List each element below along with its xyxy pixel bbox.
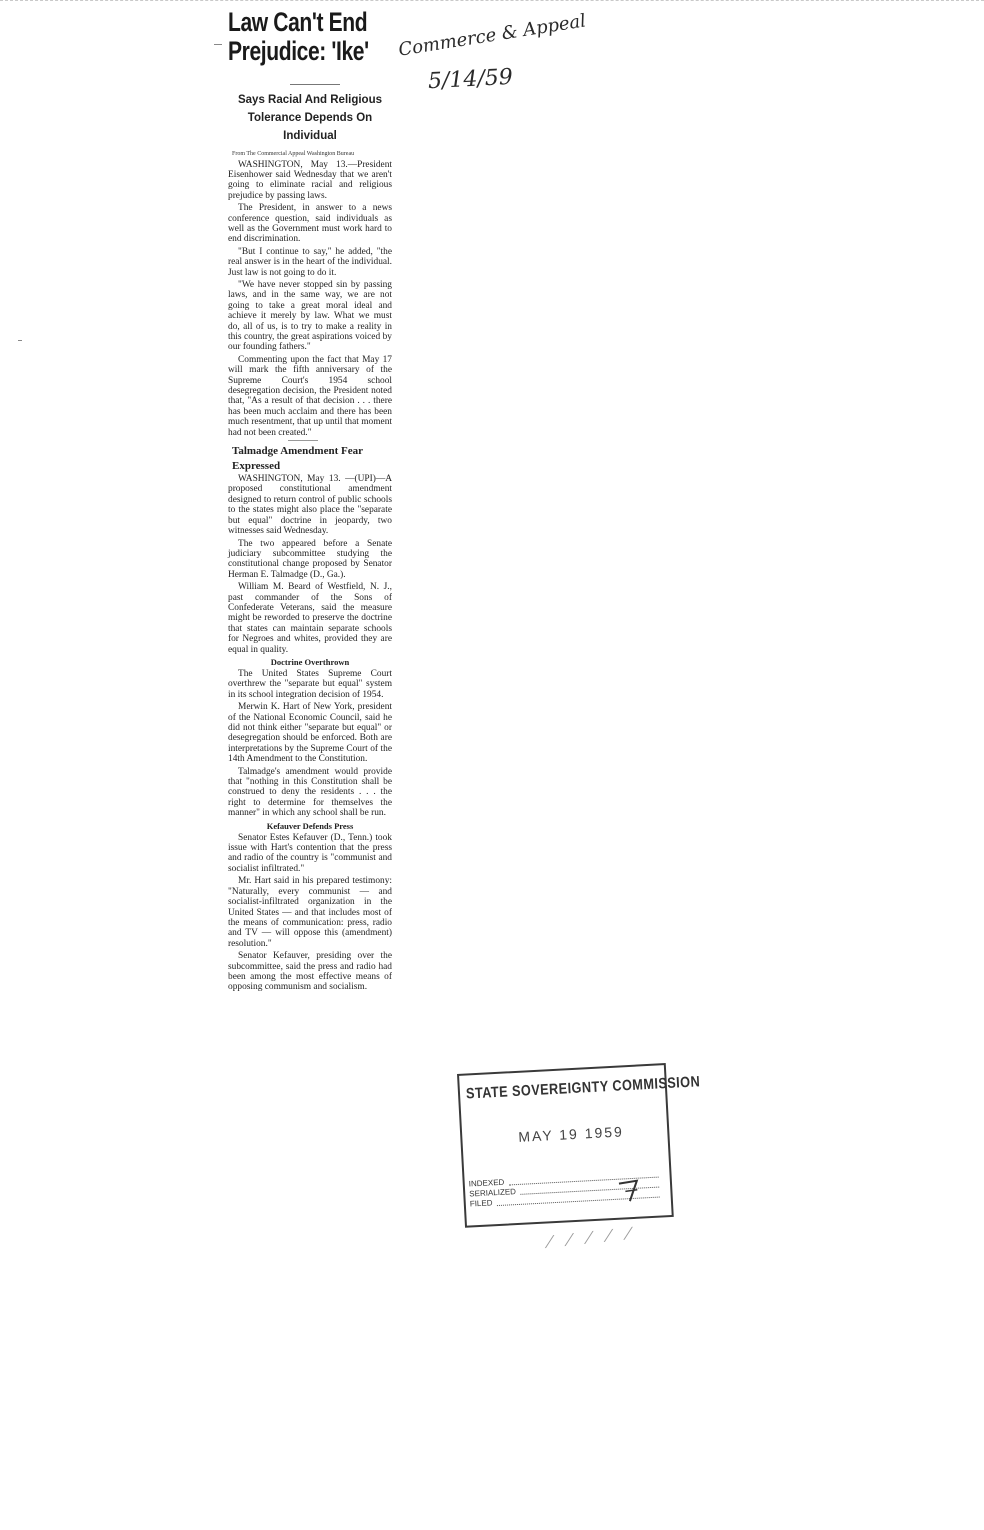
received-stamp: [457, 1063, 701, 1228]
stamp-label-filed: FILED: [469, 1198, 493, 1209]
stamp-title: STATE SOVEREIGNTY COMMISSION: [465, 1073, 701, 1103]
stamp-label-serialized: SERIALIZED: [469, 1187, 517, 1199]
stamp-label-indexed: INDEXED: [468, 1177, 505, 1189]
margin-mark: [18, 340, 22, 341]
article-paragraph: Commenting upon the fact that May 17 will mark the fifth anniversary of the Supreme Court's 1954 school desegregation decision, the President noted that, "As a result of that decision . . . there has been much acclaim and there has been much resentment, that up until that moment had not been created.": [228, 354, 392, 438]
headline-line-1: Law Can't End: [228, 7, 368, 37]
article-paragraph: The United States Supreme Court overthrew the "separate but equal" system in its school integration decision of 1954.: [228, 668, 392, 700]
article-paragraph: Senator Estes Kefauver (D., Tenn.) took issue with Hart's contention that the press and radio of the country is "communist and socialist infiltrated.": [228, 832, 392, 874]
article-paragraph: William M. Beard of Westfield, N. J., past commander of the Sons of Confederate Veterans, said the measure might be reworded to preserve the doctrine that states can maintain separate schools for Negroes and whites, provided they are equal in quality.: [228, 582, 392, 655]
section-separator: [288, 440, 318, 441]
section-heading-talmadge: Talmadge Amendment Fear Expressed: [232, 445, 363, 473]
subhead-doctrine-overthrown: Doctrine Overthrown: [270, 656, 350, 667]
headline-rule: [290, 84, 340, 85]
top-dotted-border: [0, 0, 984, 1]
article-paragraph: WASHINGTON, May 13. —(UPI)—A proposed constitutional amendment designed to return control of public schools to the states might also place the "separate but equal" doctrine in jeopardy, two witnesses said Wednesday.: [228, 474, 392, 537]
subhead-kefauver-defends-press: Kefauver Defends Press: [266, 820, 354, 831]
article-paragraph: Mr. Hart said in his prepared testimony: "Naturally, every communist — and socialist-infiltrated organization in the United States — and that includes most of the means of communication: press, radio and TV — will oppose this (amendment) resolution.": [228, 876, 392, 949]
article-paragraph: "But I continue to say," he added, "the real answer is in the heart of the individual. Just law is not going to do it.: [228, 246, 392, 278]
article-paragraph: The two appeared before a Senate judiciary subcommittee studying the constitutional change proposed by Senator Herman E. Talmadge (D., Ga.).: [228, 538, 392, 580]
handwritten-check-mark: [615, 1174, 644, 1203]
article-paragraph: WASHINGTON, May 13.—President Eisenhower said Wednesday that we aren't going to eliminate racial and religious prejudice by passing laws.: [228, 159, 392, 201]
article-paragraph: Senator Kefauver, presiding over the subcommittee, said the press and radio had been among the most effective means of opposing communism and socialism.: [228, 951, 392, 993]
margin-mark: [214, 44, 222, 45]
article-paragraph: Merwin K. Hart of New York, president of the National Economic Council, said he did not think either "separate but equal" or desegregation should be enforced. Both are interpretations by the Supreme Court of the 14th Amendment to the Constitution.: [228, 702, 392, 765]
deck-subheading: Says Racial And Religious Tolerance Depends On Individual: [237, 94, 382, 142]
stamp-date: MAY 19 1959: [517, 1123, 625, 1145]
source-line: From The Commercial Appeal Washington Bureau: [232, 151, 355, 157]
faint-handwritten-number: ⁄ ⁄ ⁄ ⁄ ⁄: [547, 1223, 637, 1252]
article-paragraph: The President, in answer to a news conference question, said individuals as well as the Government must work hard to end discrimination.: [228, 203, 392, 245]
handwritten-date-note: 5/14/59: [427, 64, 514, 95]
article-paragraph: "We have never stopped sin by passing laws, and in the same way, we are not going to take a great moral ideal and achieve it merely by law. What we must do, all of us, is to try to make a reality in this country, the great aspirations voiced by our founding fathers.": [228, 279, 392, 353]
article-paragraph: Talmadge's amendment would provide that "nothing in this Constitution shall be construed to deny the residents . . . the right to determine for themselves the manner" in which any school shall be run.: [228, 766, 392, 819]
newspaper-clipping: [228, 8, 392, 995]
handwritten-source-note: Commerce & Appeal: [397, 10, 588, 61]
headline-line-2: Prejudice: 'Ike': [228, 36, 369, 66]
